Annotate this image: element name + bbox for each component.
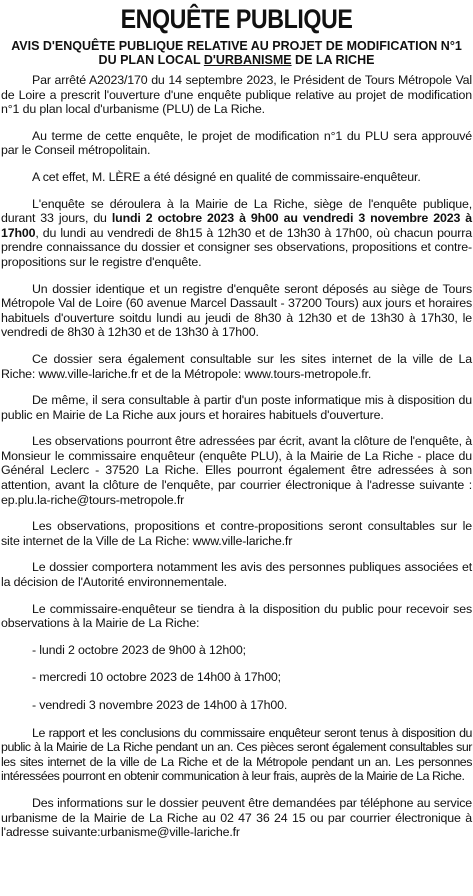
paragraph-report: Le rapport et les conclusions du commissaire enquêteur seront tenus à disposition du public à la Mairie de La Riche pendant un an. Ces pièces seront également consultables sur les sites internet de la ville de La Riche et de la Métropole pendant un an. Les personnes intéressées pourront en obtenir communication à leur frais, auprès de la Mairie de La Riche. [1, 725, 472, 784]
paragraph-commissioner: A cet effet, M. LÈRE a été désigné en qualité de commissaire-enquêteur. [32, 169, 421, 184]
subtitle-part1: AVIS D'ENQUÊTE PUBLIQUE RELATIVE AU PROJET DE MODIFICATION N°1 DU PLAN LOCAL [11, 39, 462, 67]
paragraph-approval: Au terme de cette enquête, le projet de modification n°1 du PLU sera approuvé par le Conseil métropolitain. [1, 128, 472, 158]
paragraph-websites: Ce dossier sera également consultable sur les sites internet de la ville de La Riche: www.ville-lariche.fr et de la Métropole: www.tours-metropole.fr. [1, 351, 472, 381]
permanence-item: - mercredi 10 octobre 2023 de 14h00 à 17h00; [32, 670, 281, 685]
notice-title: ENQUÊTE PUBLIQUE [120, 4, 353, 34]
dates-text-b: , du lundi au vendredi de 8h15 à 12h30 et de 13h30 à 17h00, où chacun pourra prendre connaissance du dossier et consigner ses observations, propositions et contre-propositions sur le registre d'enquête. [1, 225, 472, 269]
paragraph-metropole-dossier: Un dossier identique et un registre d'enquête seront déposés au siège de Tours Métropole Val de Loire (60 avenue Marcel Dassault - 37200 Tours) aux jours et horaires habituels d'ouverture soitdu lundi au jeudi de 8h30 à 12h30 et de 13h30 à 17h30, le vendredi de 8h30 à 12h30 et de 13h30 à 17h00. [1, 281, 472, 340]
paragraph-dossier-contents: Le dossier comportera notamment les avis des personnes publiques associées et la décision de l'Autorité environnementale. [1, 560, 472, 590]
permanence-item: - lundi 2 octobre 2023 de 9h00 à 12h00; [32, 642, 246, 657]
paragraph-contact: Des informations sur le dossier peuvent être demandées par téléphone au service urbanisme de la Mairie de La Riche au 02 47 36 24 15 ou par courrier électronique à l'adresse suivante:urbanisme@ville-lariche.fr [1, 795, 472, 840]
subtitle-part2: DE LA RICHE [291, 53, 375, 67]
dates-text-a: L'enquête se déroulera à la Mairie de La Riche, siège de l'enquête publique, durant 33 jours, du [1, 196, 472, 226]
dates-text-bold: lundi 2 octobre 2023 à 9h00 au vendredi 3 novembre 2023 à 17h00 [1, 211, 472, 240]
permanence-item: - vendredi 3 novembre 2023 de 14h00 à 17h00. [32, 698, 288, 712]
notice-subtitle [1, 39, 472, 67]
paragraph-online-observations: Les observations, propositions et contre-propositions seront consultables sur le site internet de la Ville de La Riche: www.ville-lariche.fr [1, 519, 472, 548]
paragraph-permanences-intro: Le commissaire-enquêteur se tiendra à la disposition du public pour recevoir ses observations à la Mairie de La Riche: [1, 601, 472, 631]
paragraph-dates [1, 197, 472, 270]
paragraph-computer-access: De même, il sera consultable à partir d'un poste informatique mis à disposition du public en Mairie de La Riche aux jours et horaires habituels d'ouverture. [1, 393, 472, 422]
paragraph-arrete: Par arrêté A2023/170 du 14 septembre 2023, le Président de Tours Métropole Val de Loire a prescrit l'ouverture d'une enquête publique relative au projet de modification n°1 du plan local d'urbanisme (PLU) de La Riche. [1, 73, 472, 117]
paragraph-written-observations: Les observations pourront être adressées par écrit, avant la clôture de l'enquête, à Monsieur le commissaire enquêteur (enquête PLU), à la Mairie de La Riche - place du Général Leclerc - 37520 La Riche. Elles pourront également être adressées à son attention, avant la clôture de l'enquête, par courrier électronique à l'adresse suivante : ep.plu.la-riche@tours-metropole.fr [1, 434, 472, 507]
subtitle-underlined: D'URBANISME [203, 53, 292, 67]
